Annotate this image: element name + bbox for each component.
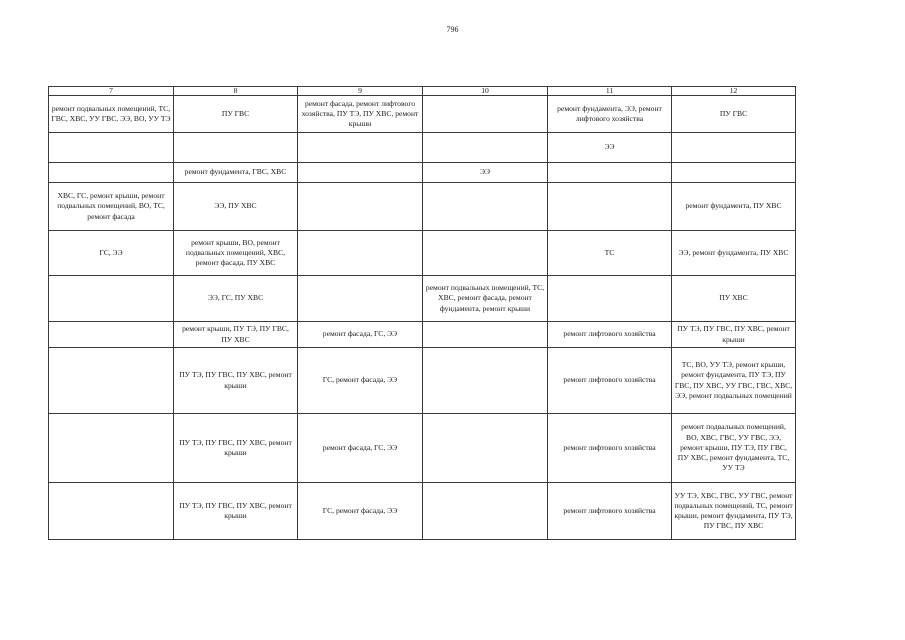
table-cell — [548, 163, 672, 183]
table-cell: ремонт лифтового хозяйства — [548, 483, 672, 540]
table-cell: ТС, ВО, УУ ТЭ, ремонт крыши, ремонт фундамента, ПУ ТЭ, ПУ ГВС, ПУ ХВС, УУ ГВС, ГВС, ХВС, ЭЭ, ремонт подвальных помещений — [672, 348, 796, 414]
table-cell — [298, 163, 423, 183]
table-cell: ПУ ТЭ, ПУ ГВС, ПУ ХВС, ремонт крыши — [174, 414, 298, 483]
column-header: 10 — [423, 87, 548, 96]
table-cell: ТС — [548, 231, 672, 276]
table-cell — [423, 133, 548, 163]
table-row — [49, 276, 796, 322]
table-cell: ХВС, ГС, ремонт крыши, ремонт подвальных помещений, ВО, ТС, ремонт фасада — [49, 183, 174, 231]
table-cell: ПУ ГВС — [672, 96, 796, 133]
table-cell: ремонт лифтового хозяйства — [548, 322, 672, 348]
table-cell — [49, 276, 174, 322]
table-cell — [298, 133, 423, 163]
table-cell — [423, 183, 548, 231]
table-cell — [298, 183, 423, 231]
table-cell: ГС, ЭЭ — [49, 231, 174, 276]
table-cell — [423, 483, 548, 540]
table-cell: ремонт фасада, ГС, ЭЭ — [298, 414, 423, 483]
table-cell: ремонт фасада, ремонт лифтового хозяйства, ПУ ТЭ, ПУ ХВС, ремонт крыши — [298, 96, 423, 133]
table-cell: ПУ ТЭ, ПУ ГВС, ПУ ХВС, ремонт крыши — [174, 483, 298, 540]
table-cell: ЭЭ, ПУ ХВС — [174, 183, 298, 231]
page-number: 796 — [446, 25, 459, 34]
table-cell — [548, 276, 672, 322]
table-cell: ремонт лифтового хозяйства — [548, 414, 672, 483]
header-row — [49, 87, 796, 96]
table-cell: ЭЭ — [548, 133, 672, 163]
table-cell: ремонт крыши, ВО, ремонт подвальных помещений, ХВС, ремонт фасада, ПУ ХВС — [174, 231, 298, 276]
table-cell: ремонт подвальных помещений, ВО, ХВС, ГВС, УУ ГВС, ЭЭ, ремонт крыши, ПУ ТЭ, ПУ ГВС, ПУ ХВС, ремонт фундамента, ТС, УУ ТЭ — [672, 414, 796, 483]
table-row — [49, 183, 796, 231]
table-cell — [49, 322, 174, 348]
table-row — [49, 96, 796, 133]
table-cell: ЭЭ, ремонт фундамента, ПУ ХВС — [672, 231, 796, 276]
table-row — [49, 163, 796, 183]
table-cell — [298, 276, 423, 322]
table-cell — [174, 133, 298, 163]
table-cell — [672, 163, 796, 183]
table-cell: ремонт фундамента, ЭЭ, ремонт лифтового хозяйства — [548, 96, 672, 133]
table-cell — [49, 483, 174, 540]
column-header: 7 — [49, 87, 174, 96]
column-header: 9 — [298, 87, 423, 96]
table-cell: ПУ ТЭ, ПУ ГВС, ПУ ХВС, ремонт крыши — [672, 322, 796, 348]
table-row — [49, 231, 796, 276]
table-cell — [672, 133, 796, 163]
table-cell: ремонт подвальных помещений, ТС, ГВС, ХВС, УУ ГВС, ЭЭ, ВО, УУ ТЭ — [49, 96, 174, 133]
table-cell — [423, 414, 548, 483]
table-cell: ПУ ХВС — [672, 276, 796, 322]
table-cell — [423, 348, 548, 414]
table-row — [49, 348, 796, 414]
column-header: 11 — [548, 87, 672, 96]
table-cell: ЭЭ, ГС, ПУ ХВС — [174, 276, 298, 322]
table-cell: ремонт подвальных помещений, ТС, ХВС, ремонт фасада, ремонт фундамента, ремонт крыши — [423, 276, 548, 322]
table-cell — [298, 231, 423, 276]
table-cell: ремонт лифтового хозяйства — [548, 348, 672, 414]
table-cell: ЭЭ — [423, 163, 548, 183]
column-header: 12 — [672, 87, 796, 96]
table-row — [49, 322, 796, 348]
table-row — [49, 133, 796, 163]
table-cell: ремонт фасада, ГС, ЭЭ — [298, 322, 423, 348]
table-cell: ПУ ТЭ, ПУ ГВС, ПУ ХВС, ремонт крыши — [174, 348, 298, 414]
table-cell — [423, 322, 548, 348]
table-cell — [49, 414, 174, 483]
table-cell — [423, 231, 548, 276]
table-cell — [49, 348, 174, 414]
table-cell — [49, 163, 174, 183]
table-cell — [423, 96, 548, 133]
table-row — [49, 414, 796, 483]
table-cell: ремонт крыши, ПУ ТЭ, ПУ ГВС, ПУ ХВС — [174, 322, 298, 348]
table-cell: ремонт фундамента, ГВС, ХВС — [174, 163, 298, 183]
column-header: 8 — [174, 87, 298, 96]
work-types-table — [48, 86, 796, 540]
table-cell — [49, 133, 174, 163]
table-cell: УУ ТЭ, ХВС, ГВС, УУ ГВС, ремонт подвальных помещений, ТС, ремонт крыши, ремонт фундамента, ПУ ТЭ, ПУ ГВС, ПУ ХВС — [672, 483, 796, 540]
table-row — [49, 483, 796, 540]
table-cell: ГС, ремонт фасада, ЭЭ — [298, 348, 423, 414]
table-cell: ГС, ремонт фасада, ЭЭ — [298, 483, 423, 540]
table-cell: ремонт фундамента, ПУ ХВС — [672, 183, 796, 231]
table-cell: ПУ ГВС — [174, 96, 298, 133]
table-cell — [548, 183, 672, 231]
